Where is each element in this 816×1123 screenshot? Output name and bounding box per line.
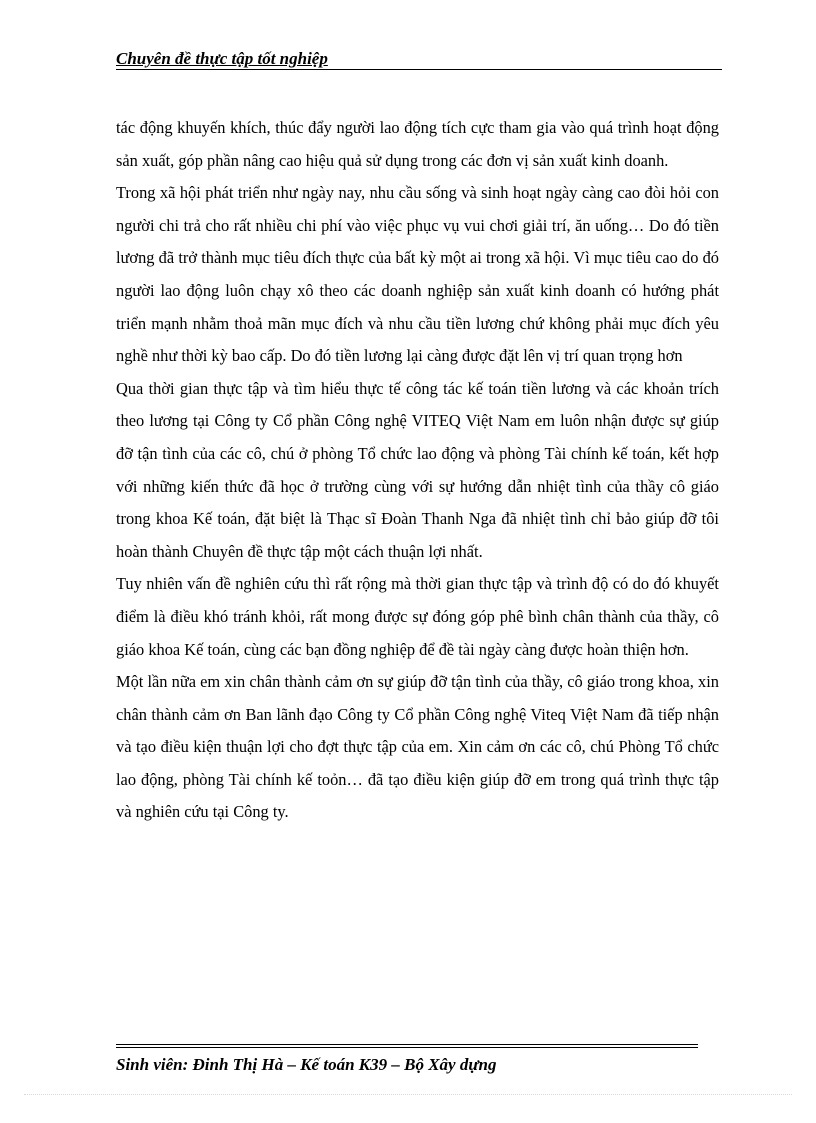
header-title: Chuyên đề thực tập tốt nghiệp bbox=[116, 49, 328, 68]
header-rule bbox=[116, 69, 722, 70]
footer-rule-top bbox=[116, 1044, 698, 1045]
paragraph-internship: Qua thời gian thực tập và tìm hiểu thực tế công tác kế toán tiền lương và các khoản trích theo lương tại Công ty Cổ phần Công nghệ VITEQ Việt Nam em luôn nhận được sự giúp đỡ tận tình của các cô, chú ở phòng Tổ chức lao động và phòng Tài chính kế toán, kết hợp với những kiến thức đã học ở trường cùng với sự hướng dẫn nhiệt tình của thầy cô giáo trong khoa Kế toán, đặt biệt là Thạc sĩ Đoàn Thanh Nga đã nhiệt tình chỉ bảo giúp đỡ tôi hoàn thành Chuyên đề thực tập một cách thuận lợi nhất. bbox=[116, 378, 719, 561]
paragraph-salary-importance: Trong xã hội phát triển như ngày nay, nhu cầu sống và sinh hoạt ngày càng cao đòi hỏi con người chi trả cho rất nhiều chi phí vào việc phục vụ vui chơi giải trí, ăn uống… Do đó tiền lương đã trở thành mục tiêu đích thực của bất kỳ một ai trong xã hội. Vì mục tiêu cao do đó người lao động luôn chạy xô theo các doanh nghiệp sản xuất kinh doanh có hướng phát triển mạnh nhằm thoả mãn mục đích và nhu cầu tiền lương chứ không phải mục đích yêu nghề như thời kỳ bao cấp. Do đó tiền lương lại càng được đặt lên vị trí quan trọng hơn bbox=[116, 183, 719, 366]
paragraph-intro: tác động khuyến khích, thúc đẩy người lao động tích cực tham gia vào quá trình hoạt động sản xuất, góp phần nâng cao hiệu quả sử dụng trong các đơn vị sản xuất kinh doanh. bbox=[116, 118, 719, 170]
paragraph-thanks: Một lần nữa em xin chân thành cảm ơn sự giúp đỡ tận tình của thầy, cô giáo trong khoa, xin chân thành cảm ơn Ban lãnh đạo Công ty Cổ phần Công nghệ Viteq Việt Nam đã tiếp nhận và tạo điều kiện thuận lợi cho đợt thực tập của em. Xin cảm ơn các cô, chú Phòng Tổ chức lao động, phòng Tài chính kế toỏn… đã tạo điều kiện giúp đỡ em trong quá trình thực tập và nghiên cứu tại Công ty. bbox=[116, 672, 719, 822]
footer-rule-bottom bbox=[116, 1047, 698, 1048]
body-text bbox=[116, 112, 719, 829]
footer-text: Sinh viên: Đinh Thị Hà – Kế toán K39 – Bộ Xây dựng bbox=[116, 1055, 497, 1074]
page-edge-divider bbox=[24, 1094, 792, 1095]
page-footer bbox=[116, 1044, 698, 1076]
paragraph-limitations: Tuy nhiên vấn đề nghiên cứu thì rất rộng mà thời gian thực tập và trình độ có do đó khuyết điểm là điều khó tránh khỏi, rất mong được sự đóng góp phê bình chân thành của thầy, cô giáo khoa Kế toán, cùng các bạn đồng nghiệp để đề tài ngày càng được hoàn thiện hơn. bbox=[116, 574, 719, 659]
page-header bbox=[116, 48, 722, 70]
